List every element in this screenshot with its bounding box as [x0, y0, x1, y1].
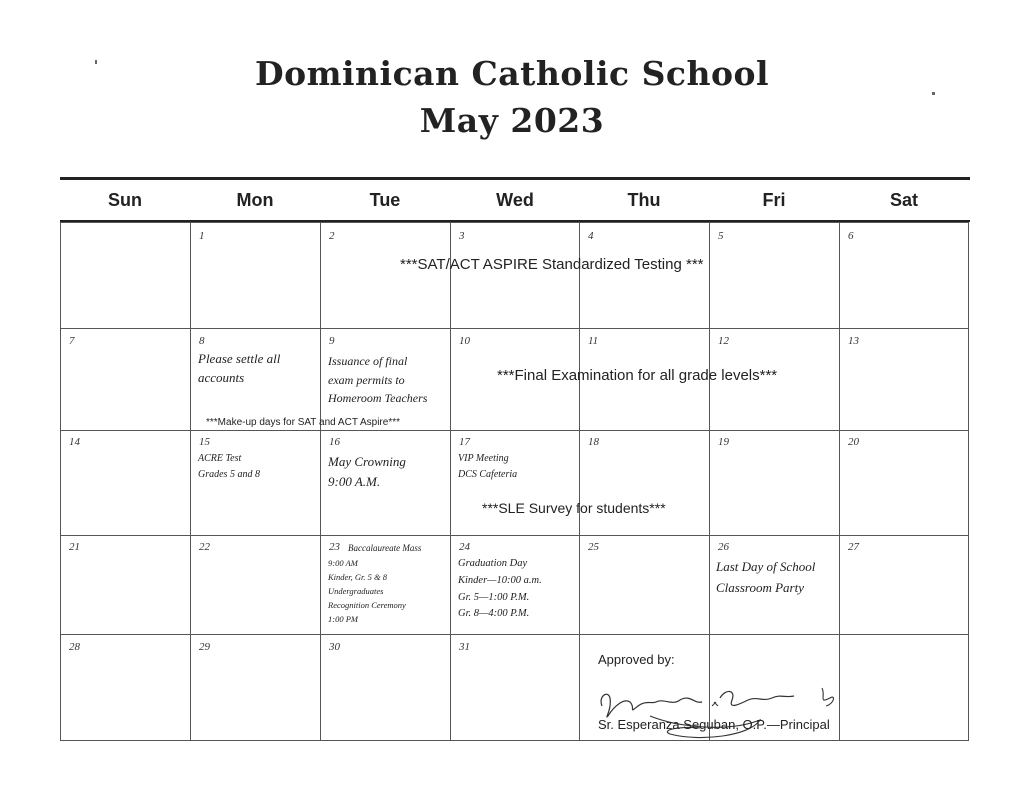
day-number: 25 [588, 541, 599, 553]
event-line: 1:00 PM [328, 614, 358, 625]
grid-column-line [190, 222, 191, 741]
event-line: Recognition Ceremony [328, 600, 406, 611]
event-exam-permits [328, 352, 427, 408]
event-may-crowning [328, 452, 406, 492]
day-number: 19 [718, 436, 729, 448]
header-rule [60, 177, 970, 180]
event-line: Issuance of final [328, 354, 408, 368]
event-settle-accounts [198, 350, 280, 388]
event-line: 9:00 A.M. [328, 474, 381, 490]
day-number: 12 [718, 335, 729, 347]
event-line: Homeroom Teachers [328, 391, 428, 406]
day-number: 4 [588, 230, 594, 242]
weekday-wed: Wed [496, 190, 534, 210]
event-line: ACRE Test [198, 453, 242, 464]
day-number: 9 [329, 335, 335, 347]
event-baccalaureate-title: Baccalaureate Mass [348, 543, 422, 553]
event-last-day [716, 557, 815, 599]
day-number: 5 [718, 230, 724, 242]
event-line: Gr. 5—1:00 P.M. [458, 591, 530, 603]
day-number: 23 [329, 541, 340, 553]
school-title: Dominican Catholic School [254, 54, 770, 93]
event-line: Please settle all [198, 351, 281, 366]
day-number: 14 [69, 436, 80, 448]
day-number: 28 [69, 641, 80, 653]
day-number: 18 [588, 436, 599, 448]
day-number: 13 [848, 335, 859, 347]
grid-row-line [60, 328, 969, 329]
weekday-sun: Sun [108, 190, 142, 210]
day-number: 2 [329, 230, 335, 242]
day-number: 16 [329, 436, 340, 448]
day-number: 17 [459, 436, 470, 448]
day-number: 21 [69, 541, 80, 553]
event-line: Last Day of School [716, 559, 816, 574]
event-line: accounts [198, 369, 245, 385]
event-makeup-days: ***Make-up days for SAT and ACT Aspire*** [206, 417, 400, 428]
day-number: 11 [588, 335, 599, 347]
grid-column-line [320, 222, 321, 741]
weekday-tue: Tue [369, 190, 401, 210]
event-line: Gr. 8—4:00 P.M. [458, 608, 530, 620]
grid-row-line [60, 634, 969, 635]
day-number: 3 [459, 230, 465, 242]
principal-signature [590, 676, 850, 746]
weekday-fri: Fri [762, 190, 786, 210]
scan-speck [95, 60, 97, 64]
day-number: 7 [69, 335, 75, 347]
event-baccalaureate [328, 556, 406, 626]
day-number: 8 [199, 335, 205, 347]
grid-column-line [839, 222, 840, 741]
day-number: 15 [199, 436, 210, 448]
event-line: May Crowning [328, 454, 406, 469]
day-number: 22 [199, 541, 210, 553]
approved-by-label: Approved by: [598, 652, 675, 667]
day-number: 30 [329, 641, 340, 653]
event-line: 9:00 AM [328, 558, 358, 568]
event-line: Classroom Party [716, 579, 804, 595]
event-line: Grades 5 and 8 [198, 469, 260, 480]
day-number: 20 [848, 436, 859, 448]
month-title: May 2023 [419, 101, 605, 140]
event-final-exam: ***Final Examination for all grade levels*** [497, 367, 778, 384]
day-number: 1 [199, 230, 205, 242]
principal-name: Sr. Esperanza Seguban, O.P.—Principal [598, 717, 830, 732]
weekday-sat: Sat [889, 190, 918, 210]
day-number: 26 [718, 541, 729, 553]
day-number: 6 [848, 230, 854, 242]
grid-column-line [450, 222, 451, 741]
day-number: 10 [459, 335, 470, 347]
weekday-thu: Thu [627, 190, 661, 210]
day-number: 29 [199, 641, 210, 653]
scan-speck [932, 92, 935, 95]
grid-row-line [60, 430, 969, 431]
event-sle-survey: ***SLE Survey for students*** [482, 500, 666, 516]
event-line: Graduation Day [458, 558, 528, 569]
event-graduation [458, 556, 542, 623]
event-sat-testing: ***SAT/ACT ASPIRE Standardized Testing *** [400, 256, 704, 273]
grid-column-line [709, 222, 710, 741]
event-acre-test [198, 451, 260, 483]
event-line: VIP Meeting [458, 453, 509, 464]
day-number: 24 [459, 541, 470, 553]
grid-column-line [579, 222, 580, 741]
event-line: DCS Cafeteria [458, 469, 518, 480]
day-number: 31 [459, 641, 470, 653]
event-vip-meeting [458, 451, 517, 483]
grid-row-line [60, 535, 969, 536]
event-line: Kinder, Gr. 5 & 8 [328, 572, 388, 583]
event-line: exam permits to [328, 372, 405, 387]
weekday-mon: Mon [236, 190, 274, 210]
day-number: 27 [848, 541, 859, 553]
event-line: Kinder—10:00 a.m. [458, 574, 542, 586]
event-line: Undergraduates [328, 586, 384, 597]
